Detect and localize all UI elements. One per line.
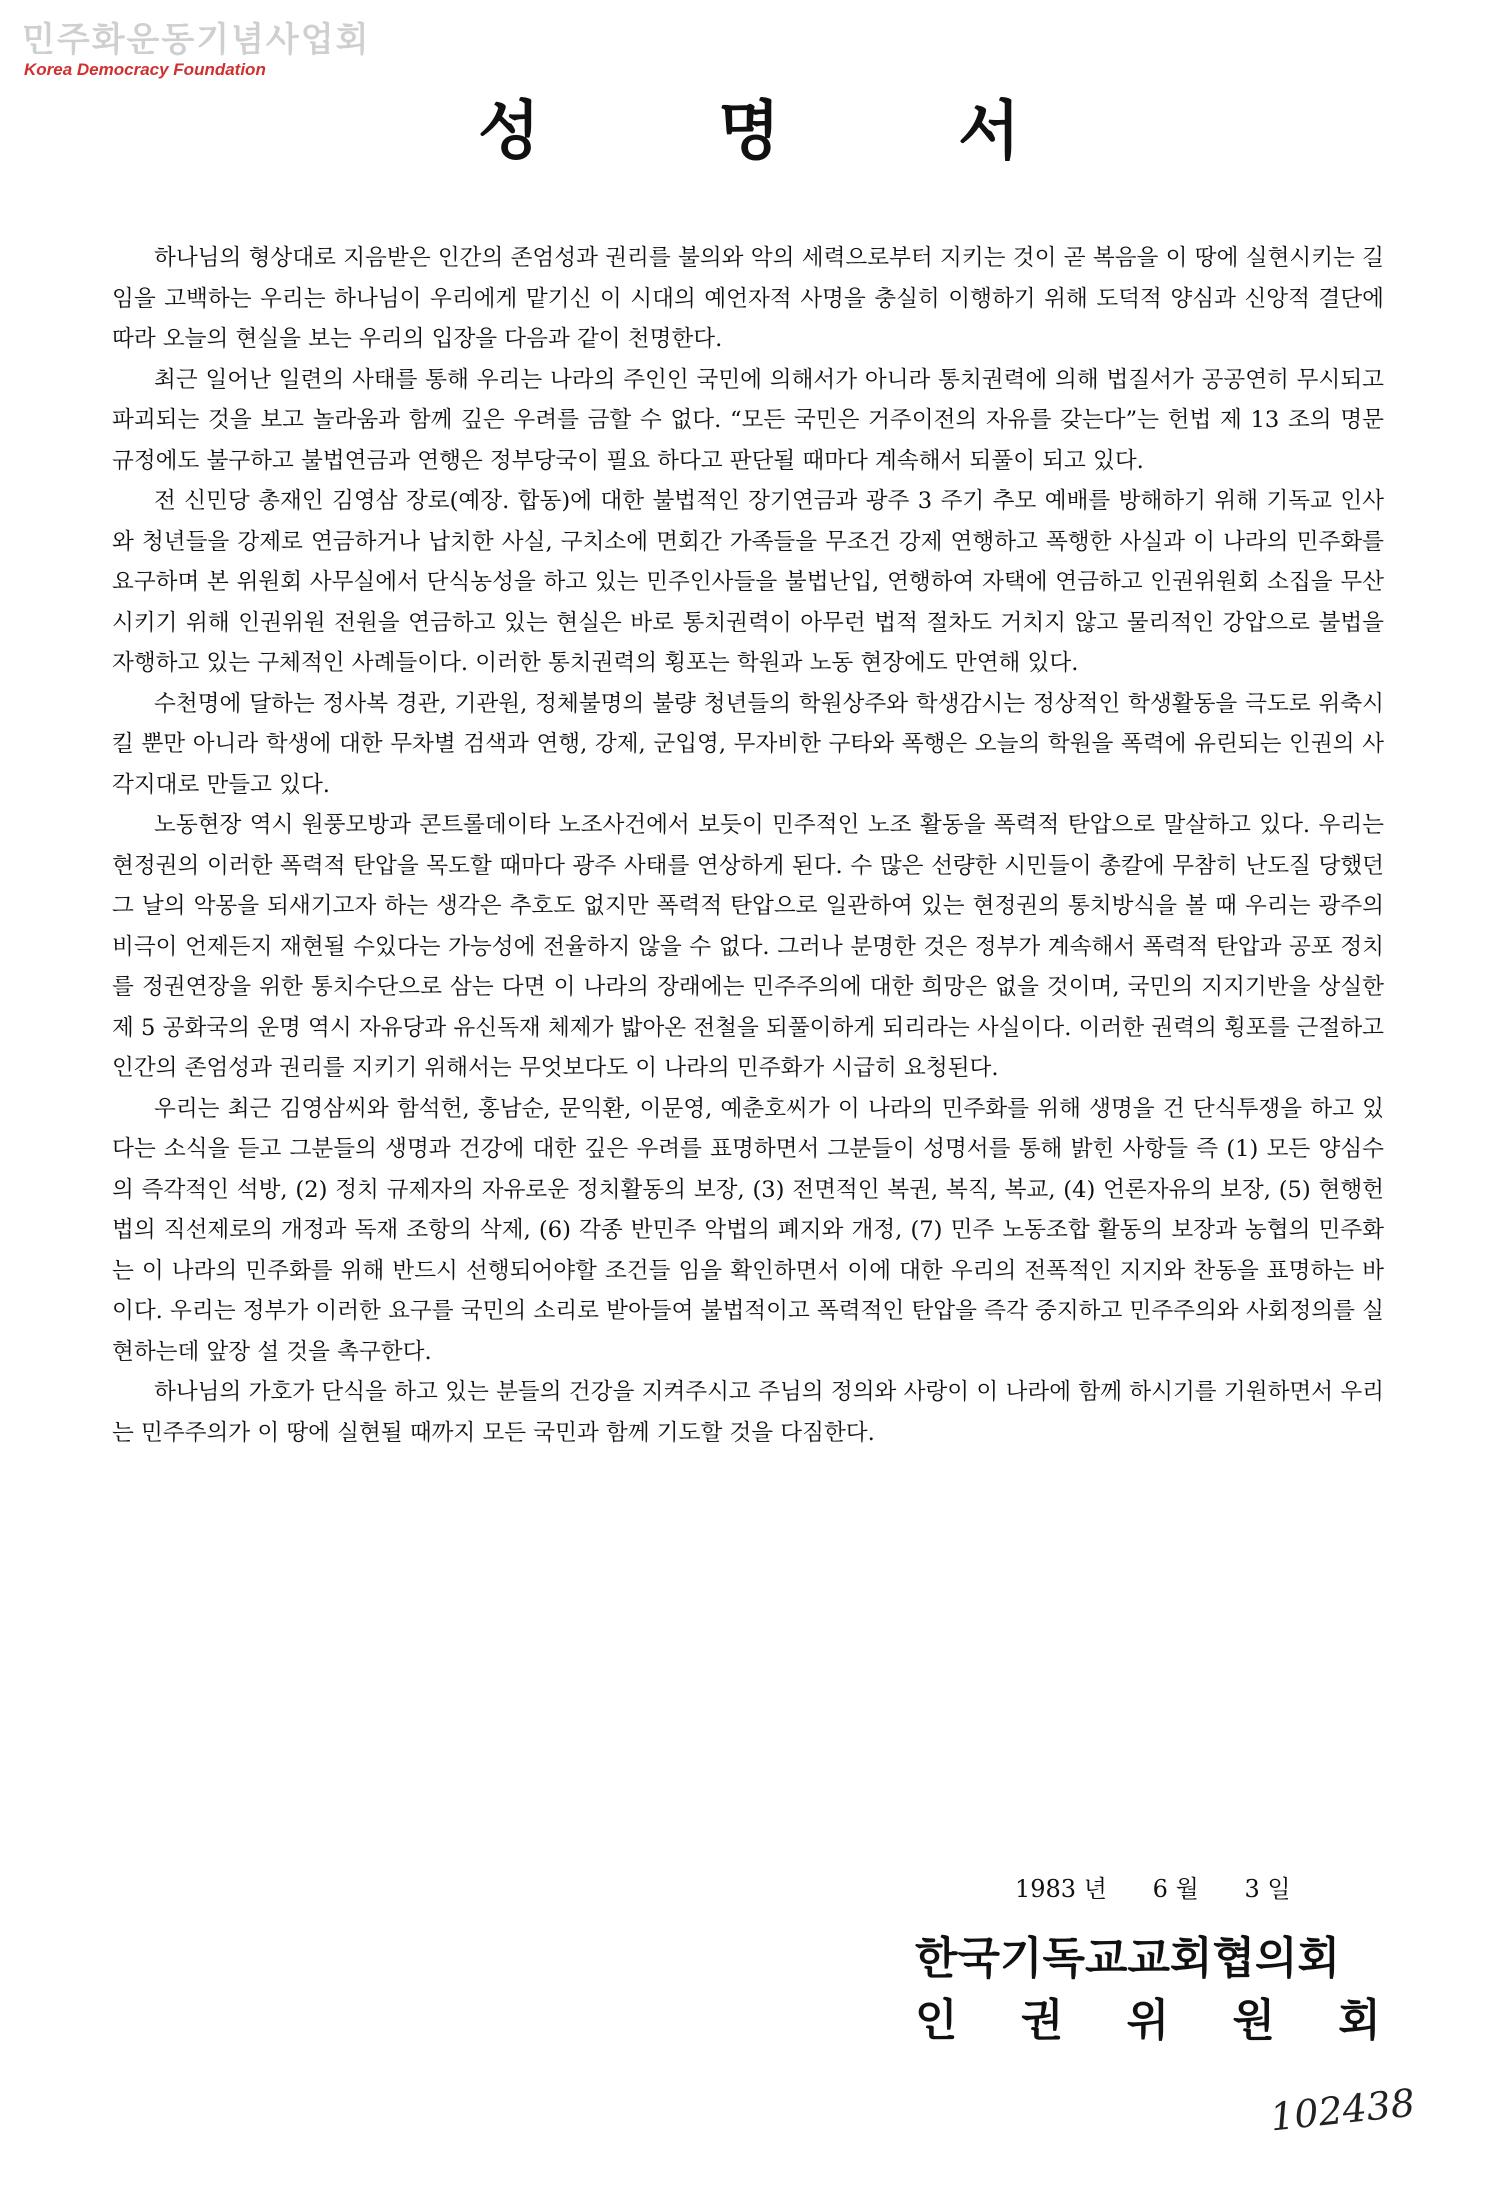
paragraph-1: 하나님의 형상대로 지음받은 인간의 존엄성과 권리를 불의와 악의 세력으로부터 지키는 것이 곧 복음을 이 땅에 실현시키는 길임을 고백하는 우리는 하나님이 우리에게 맡기신 이 시대의 예언자적 사명을 충실히 이행하기 위해 도덕적 양심과 신앙적 결단에 따라 오늘의 현실을 보는 우리의 입장을 다음과 같이 천명한다. (112, 245, 1384, 352)
watermark-korean: 민주화운동기념사업회 (22, 20, 371, 60)
document-body (112, 238, 1384, 1453)
document-date: 1983 년 6 월 3 일 (1015, 1875, 1291, 1903)
paragraph-6: 우리는 최근 김영삼씨와 함석헌, 홍남순, 문익환, 이문영, 예춘호씨가 이 나라의 민주화를 위해 생명을 건 단식투쟁을 하고 있다는 소식을 듣고 그분들의 생명과 건강에 대한 깊은 우려를 표명하면서 그분들이 성명서를 통해 밝힌 사항들 즉 (1) 모든 양심수의 즉각적인 석방, (2) 정치 규제자의 자유로운 정치활동의 보장, (3) 전면적인 복권, 복직, 복교, (4) 언론자유의 보장, (5) 현행헌법의 직선제로의 개정과 독재 조항의 삭제, (6) 각종 반민주 악법의 폐지와 개정, (7) 민주 노동조합 활동의 보장과 농협의 민주화는 이 나라의 민주화를 위해 반드시 선행되어야할 조건들 임을 확인하면서 이에 대한 우리의 전폭적인 지지와 찬동을 표명하는 바이다. 우리는 정부가 이러한 요구를 국민의 소리로 받아들여 불법적이고 폭력적인 탄압을 즉각 중지하고 민주주의와 사회정의를 실현하는데 앞장 설 것을 촉구한다. (112, 1095, 1384, 1365)
paragraph-7: 하나님의 가호가 단식을 하고 있는 분들의 건강을 지켜주시고 주님의 정의와 사랑이 이 나라에 함께 하시기를 기원하면서 우리는 민주주의가 이 땅에 실현될 때까지 모든 국민과 함께 기도할 것을 다짐한다. (112, 1379, 1384, 1446)
paragraph-4: 수천명에 달하는 정사복 경관, 기관원, 정체불명의 불량 청년들의 학원상주와 학생감시는 정상적인 학생활동을 극도로 위축시킬 뿐만 아니라 학생에 대한 무차별 검색과 연행, 강제, 군입영, 무자비한 구타와 폭행은 오늘의 학원을 폭력에 유린되는 인권의 사각지대로 만들고 있다. (112, 690, 1384, 798)
signatory-organization (915, 1928, 1405, 2052)
watermark (22, 20, 370, 80)
paragraph-3: 전 신민당 총재인 김영삼 장로(예장. 합동)에 대한 불법적인 장기연금과 광주 3 주기 추모 예배를 방해하기 위해 기독교 인사와 청년들을 강제로 연금하거나 납치한 사실, 구치소에 면회간 가족들을 무조건 강제 연행하고 폭행한 사실과 이 나라의 민주화를 요구하며 본 위원회 사무실에서 단식농성을 하고 있는 민주인사들을 불법난입, 연행하여 자택에 연금하고 인권위원회 소집을 무산시키기 위해 인권위원 전원을 연금하고 있는 현실은 바로 통치권력이 아무런 법적 절차도 거치지 않고 물리적인 강압으로 불법을 자행하고 있는 구체적인 사례들이다. 이러한 통치권력의 횡포는 학원과 노동 현장에도 만연해 있다. (112, 488, 1384, 676)
organization-name: 한국기독교교회협의회 (915, 1933, 1341, 1984)
paragraph-2: 최근 일어난 일련의 사태를 통해 우리는 나라의 주인인 국민에 의해서가 아니라 통치권력에 의해 법질서가 공공연히 무시되고 파괴되는 것을 보고 놀라움과 함께 깊은 우려를 금할 수 없다. “모든 국민은 거주이전의 자유를 갖는다”는 헌법 제 13 조의 명문 규정에도 불구하고 불법연금과 연행은 정부당국이 필요 하다고 판단될 때마다 계속해서 되풀이 되고 있다. (112, 366, 1384, 474)
watermark-english: Korea Democracy Foundation (24, 60, 266, 79)
document-title: 성 명 서 (477, 94, 1099, 169)
handwritten-archive-number: 102438 (1268, 2080, 1417, 2140)
committee-name: 인 권 위 원 회 (915, 1995, 1405, 2046)
paragraph-5: 노동현장 역시 원풍모방과 콘트롤데이타 노조사건에서 보듯이 민주적인 노조 활동을 폭력적 탄압으로 말살하고 있다. 우리는 현정권의 이러한 폭력적 탄압을 목도할 때마다 광주 사태를 연상하게 된다. 수 많은 선량한 시민들이 총칼에 무참히 난도질 당했던 그 날의 악몽을 되새기고자 하는 생각은 추호도 없지만 폭력적 탄압으로 일관하여 있는 현정권의 통치방식을 볼 때 우리는 광주의 비극이 언제든지 재현될 수있다는 가능성에 전율하지 않을 수 없다. 그러나 분명한 것은 정부가 계속해서 폭력적 탄압과 공포 정치를 정권연장을 위한 통치수단으로 삼는 다면 이 나라의 장래에는 민주주의에 대한 희망은 없을 것이며, 국민의 지지기반을 상실한 제 5 공화국의 운명 역시 자유당과 유신독재 체제가 밟아온 전철을 되풀이하게 되리라는 사실이다. 이러한 권력의 횡포를 근절하고 인간의 존엄성과 권리를 지키기 위해서는 무엇보다도 이 나라의 민주화가 시급히 요청된다. (112, 812, 1384, 1081)
